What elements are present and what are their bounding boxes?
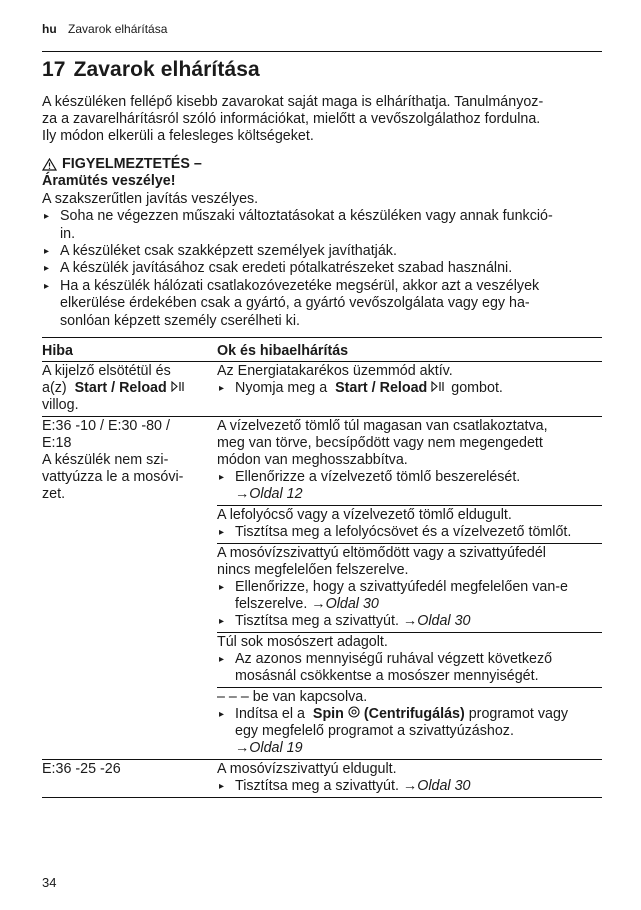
warning-rule bbox=[42, 337, 602, 338]
warning-bullet bbox=[42, 208, 602, 243]
bullet-triangle-icon: ▸ bbox=[219, 383, 225, 394]
intro-line: A készüléken fellépő kisebb zavarokat saját maga is elháríthatja. Tanulmányoz- bbox=[42, 94, 544, 110]
fault-cell bbox=[42, 417, 211, 760]
cause-cell bbox=[211, 417, 602, 760]
cause-cell bbox=[211, 362, 602, 417]
action-bullet bbox=[217, 380, 602, 397]
fault-line: A kijelző elsötétül és bbox=[42, 363, 171, 379]
bullet-triangle-icon: ▸ bbox=[44, 263, 50, 275]
fault-line: E:36 -25 -26 bbox=[42, 761, 121, 777]
fault-line: E:36 -10 / E:30 -80 / bbox=[42, 418, 170, 434]
action-text: Ellenőrizze a vízelvezető tömlő beszerelését. bbox=[235, 469, 521, 485]
cause-text: A vízelvezető tömlő túl magasan van csatlakoztatva, bbox=[217, 418, 548, 434]
cause-text: nincs megfelelően felszerelve. bbox=[217, 562, 409, 578]
table-row bbox=[42, 417, 602, 760]
warning-text: A szakszerűtlen javítás veszélyes. bbox=[42, 190, 259, 207]
action-bullet bbox=[217, 651, 602, 685]
language-code: hu bbox=[42, 22, 57, 36]
cause-text: A lefolyócső vagy a vízelvezető tömlő eldugult. bbox=[217, 507, 512, 523]
bullet-triangle-icon: ▸ bbox=[44, 246, 50, 258]
cause-block bbox=[217, 417, 602, 506]
bullet-triangle-icon: ▸ bbox=[44, 280, 50, 292]
start-pause-icon bbox=[431, 381, 447, 392]
fault-text: a(z) bbox=[42, 380, 67, 396]
fault-cell bbox=[42, 760, 211, 798]
action-text: gombot. bbox=[451, 380, 503, 396]
action-bullet bbox=[217, 469, 602, 503]
fault-line: villog. bbox=[42, 397, 79, 413]
button-name: Spin bbox=[312, 706, 344, 722]
bullet-triangle-icon: ▸ bbox=[219, 616, 225, 627]
fault-cell bbox=[42, 362, 211, 417]
button-name: (Centrifugálás) bbox=[363, 706, 465, 722]
action-text: Tisztítsa meg a szivattyút. bbox=[235, 778, 399, 794]
action-text: Tisztítsa meg a lefolyócsövet és a vízelvezető tömlőt. bbox=[235, 524, 572, 540]
button-name: Start / Reload bbox=[335, 380, 428, 396]
cause-cell bbox=[211, 760, 602, 798]
fault-line: A készülék nem szi- bbox=[42, 452, 169, 468]
bullet-triangle-icon: ▸ bbox=[219, 582, 225, 593]
action-text: Ellenőrizze, hogy a szivattyúfedél megfelelően van-e bbox=[235, 579, 568, 595]
action-text: Az azonos mennyiségű ruhával végzett következő bbox=[235, 651, 553, 667]
cause-block bbox=[217, 544, 602, 633]
action-text: Tisztítsa meg a szivattyút. bbox=[235, 613, 399, 629]
bullet-triangle-icon: ▸ bbox=[44, 211, 50, 223]
chapter-title bbox=[42, 58, 260, 82]
page-reference: →Oldal 12 bbox=[235, 486, 303, 502]
warning-heading bbox=[42, 156, 602, 173]
action-bullet bbox=[217, 524, 602, 541]
action-text: Indítsa el a bbox=[235, 706, 305, 722]
bullet-line: A készüléket csak szakképzett személyek javíthatják. bbox=[60, 243, 397, 260]
cause-block bbox=[217, 506, 602, 544]
chapter-title-text: Zavarok elhárítása bbox=[73, 58, 260, 81]
intro-paragraph bbox=[42, 94, 602, 145]
bullet-triangle-icon: ▸ bbox=[219, 472, 225, 483]
cause-text: A mosóvízszivattyú eltömődött vagy a szivattyúfedél bbox=[217, 545, 546, 561]
page-reference: →Oldal 30 bbox=[311, 596, 379, 612]
spin-icon bbox=[348, 706, 360, 718]
warning-box bbox=[42, 156, 602, 330]
cause-block bbox=[217, 688, 602, 759]
fault-line: vattyúzza le a mosóvi- bbox=[42, 469, 184, 485]
warning-bullet bbox=[42, 278, 602, 330]
cause-text: Túl sok mosószert adagolt. bbox=[217, 634, 388, 650]
intro-line: Ily módon elkerüli a felesleges költségeket. bbox=[42, 128, 314, 144]
section-name: Zavarok elhárítása bbox=[68, 22, 168, 36]
table-row bbox=[42, 362, 602, 417]
bullet-line: elkerülése érdekében csak a gyártó, a gyártó vevőszolgálata vagy egy ha- bbox=[60, 295, 530, 312]
intro-line: za a zavarelhárításról szóló információkat, mielőtt a vevőszolgálathoz fordulna. bbox=[42, 111, 541, 127]
bullet-line: A készülék javításához csak eredeti pótalkatrészeket szabad használni. bbox=[60, 260, 513, 277]
fault-line bbox=[42, 380, 205, 397]
action-bullet bbox=[217, 706, 602, 757]
page-number: 34 bbox=[42, 875, 57, 890]
chapter-number: 17 bbox=[42, 58, 66, 81]
cause-text: meg van törve, becsípődött vagy nem megengedett bbox=[217, 435, 543, 451]
fault-line: zet. bbox=[42, 486, 66, 502]
table-row bbox=[42, 760, 602, 798]
cause-block bbox=[217, 633, 602, 688]
page-reference: →Oldal 30 bbox=[402, 778, 471, 794]
cause-text: módon van meghosszabbítva. bbox=[217, 452, 408, 468]
action-bullet bbox=[217, 579, 602, 613]
cause-text: A mosóvízszivattyú eldugult. bbox=[217, 761, 397, 777]
action-text: mosásnál csökkentse a mosószer mennyiségét. bbox=[235, 668, 539, 684]
bullet-triangle-icon: ▸ bbox=[219, 654, 225, 665]
button-name: Start / Reload bbox=[74, 380, 167, 396]
warning-triangle-icon bbox=[42, 158, 57, 171]
bullet-line: Soha ne végezzen műszaki változtatásokat a készüléken vagy annak funkció- bbox=[60, 208, 553, 225]
cause-text: – – – be van kapcsolva. bbox=[217, 689, 368, 705]
bullet-triangle-icon: ▸ bbox=[219, 709, 225, 720]
warning-subtitle: Áramütés veszélye! bbox=[42, 173, 176, 190]
header-rule bbox=[42, 51, 602, 52]
column-header-fault: Hiba bbox=[42, 341, 211, 362]
troubleshooting-table bbox=[42, 341, 602, 798]
column-header-cause: Ok és hibaelhárítás bbox=[211, 341, 602, 362]
running-header bbox=[42, 22, 167, 36]
table-header-row bbox=[42, 341, 602, 362]
warning-bullet bbox=[42, 243, 602, 260]
bullet-line: Ha a készülék hálózati csatlakozóvezetéke megsérül, akkor azt a veszélyek bbox=[60, 277, 540, 294]
action-text: egy megfelelő programot a szivattyúzáshoz. bbox=[235, 723, 514, 739]
bullet-triangle-icon: ▸ bbox=[219, 527, 225, 538]
action-text: felszerelve. bbox=[235, 596, 308, 612]
cause-text: Az Energiatakarékos üzemmód aktív. bbox=[217, 363, 453, 379]
warning-label: FIGYELMEZTETÉS – bbox=[62, 156, 202, 172]
action-bullet bbox=[217, 613, 602, 630]
fault-line: E:18 bbox=[42, 435, 72, 451]
warning-bullet bbox=[42, 260, 602, 277]
action-text: programot vagy bbox=[468, 706, 569, 722]
page-reference: →Oldal 30 bbox=[402, 613, 471, 629]
action-bullet bbox=[217, 778, 602, 795]
action-text: Nyomja meg a bbox=[235, 380, 328, 396]
bullet-triangle-icon: ▸ bbox=[219, 781, 225, 792]
bullet-line: sonlóan képzett személy cserélheti ki. bbox=[60, 312, 300, 329]
start-pause-icon bbox=[171, 381, 187, 392]
page-reference: →Oldal 19 bbox=[235, 740, 303, 756]
bullet-line: in. bbox=[60, 225, 76, 242]
